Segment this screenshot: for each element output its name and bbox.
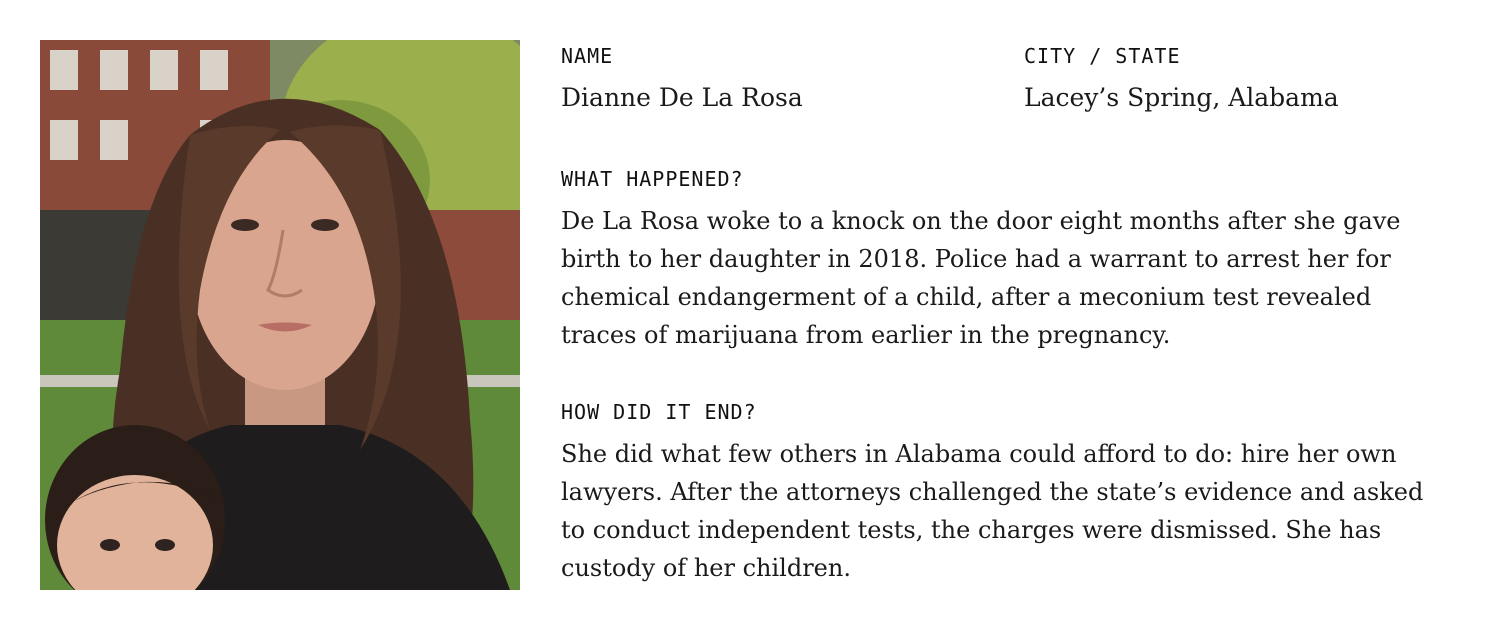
name-label: NAME [561,44,614,68]
how-did-it-end-label: HOW DID IT END? [561,400,757,424]
how-did-it-end-line: to conduct independent tests, the charges were dismissed. She has [561,516,1382,544]
city-state-label: CITY / STATE [1024,44,1181,68]
how-did-it-end-line: She did what few others in Alabama could afford to do: hire her own [561,440,1397,468]
how-did-it-end-line: lawyers. After the attorneys challenged the state’s evidence and asked [561,478,1424,506]
portrait-illustration [40,40,520,590]
how-did-it-end-text [561,435,1461,587]
what-happened-label: WHAT HAPPENED? [561,167,744,191]
what-happened-text [561,202,1461,354]
what-happened-line: De La Rosa woke to a knock on the door eight months after she gave [561,207,1401,235]
what-happened-line: traces of marijuana from earlier in the pregnancy. [561,321,1171,349]
city-state-value: Lacey’s Spring, Alabama [1024,83,1339,112]
what-happened-line: chemical endangerment of a child, after a meconium test revealed [561,283,1372,311]
name-value: Dianne De La Rosa [561,83,803,112]
how-did-it-end-line: custody of her children. [561,554,851,582]
what-happened-line: birth to her daughter in 2018. Police had a warrant to arrest her for [561,245,1391,273]
portrait-photo [40,40,520,590]
